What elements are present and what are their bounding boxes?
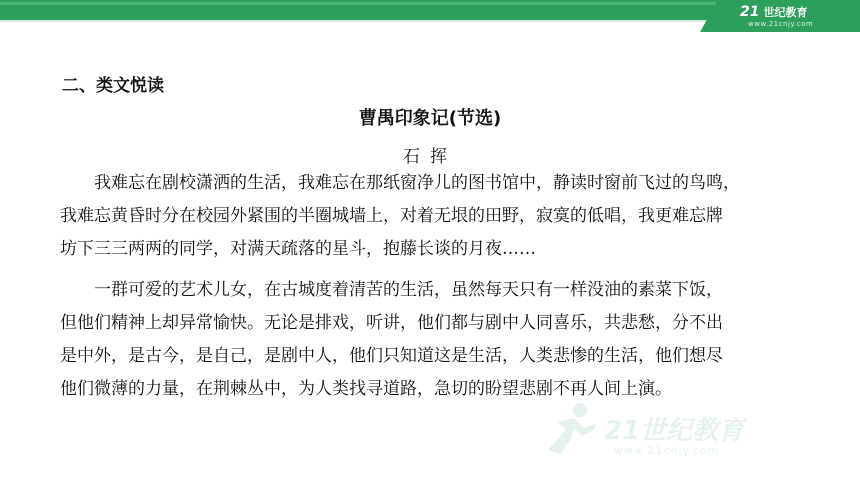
- brand-name: 世纪教育: [763, 6, 808, 19]
- brand-url: www.21cnjy.com: [748, 20, 814, 28]
- paragraph-1: [60, 167, 800, 266]
- watermark: [540, 400, 800, 460]
- paragraph-line: 是中外，是古今，是自己，是剧中人，他们只知道这是生活，人类悲惨的生活，他们想尽: [60, 346, 723, 366]
- paragraph-line: 但他们精神上却异常愉快。无论是排戏，听讲，他们都与剧中人同喜乐，共悲愁，分不出: [60, 313, 723, 333]
- runner-icon: [540, 400, 600, 456]
- paragraph-line: 他们微薄的力量，在荆棘丛中，为人类找寻道路，急切的盼望悲剧不再人间上演。: [60, 379, 672, 399]
- section-title: 二、类文悦读: [62, 76, 164, 96]
- paragraph-line: 我难忘黄昏时分在校园外紧围的半圈城墙上，对着无垠的田野，寂寞的低唱，我更难忘牌: [60, 206, 723, 226]
- watermark-url: www.21cnjy.com: [614, 444, 720, 457]
- paragraph-2: [60, 274, 800, 406]
- brand-logo: [740, 2, 807, 22]
- article-author: 石挥: [403, 147, 457, 167]
- paragraph-line: 我难忘在剧校潇洒的生活，我难忘在那纸窗净儿的图书馆中，静读时窗前飞过的鸟鸣，: [94, 173, 740, 193]
- brand-mark: 21: [740, 4, 760, 20]
- paragraph-line: 一群可爱的艺术儿女，在古城度着清苦的生活，虽然每天只有一样没油的素菜下饭，: [94, 280, 723, 300]
- paragraph-line: 坊下三三两两的同学，对满天疏落的星斗，抱藤长谈的月夜……: [60, 239, 536, 259]
- watermark-text: 21世纪教育: [604, 416, 745, 446]
- article-title: 曹禺印象记(节选): [358, 108, 502, 129]
